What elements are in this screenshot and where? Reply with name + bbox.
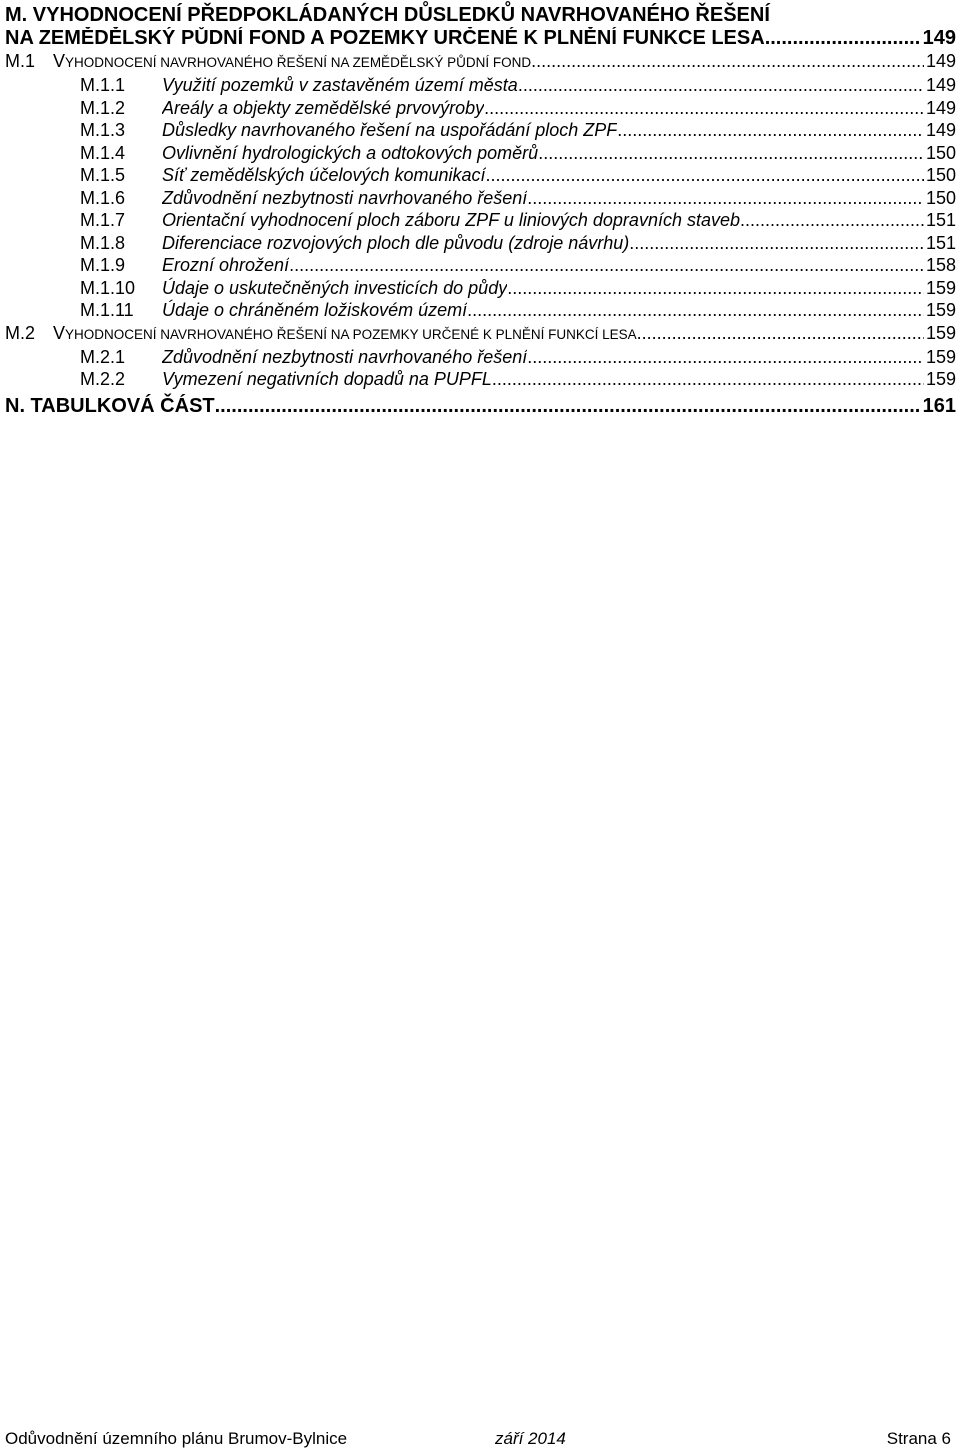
toc-item-m1-10[interactable]: [0, 277, 960, 300]
toc-item-m1-9[interactable]: [0, 254, 960, 277]
toc-item-number: M.1.8: [80, 232, 126, 253]
toc-item-number: M.1.2: [80, 97, 126, 118]
toc-item-title: Erozní ohrožení: [162, 255, 290, 275]
dot-leader: [467, 299, 924, 322]
toc-item-m1-2[interactable]: [0, 97, 960, 120]
dot-leader: [637, 322, 924, 344]
toc-item-page: 150: [925, 142, 956, 163]
toc-item-page: 151: [925, 232, 956, 253]
toc-item-number: M.1.9: [80, 255, 126, 275]
toc-section-m1-title: YHODNOCENÍ NAVRHOVANÉHO ŘEŠENÍ NA ZEMĚDĚLSKÝ PŮDNÍ FOND: [65, 55, 532, 70]
toc-item-page: 158: [925, 255, 956, 275]
toc-section-m2[interactable]: [0, 322, 960, 346]
toc-item-title: Diferenciace rozvojových ploch dle původu (zdroje návrhu): [162, 232, 630, 253]
toc-heading-m-line2: NA ZEMĚDĚLSKÝ PŮDNÍ FOND A POZEMKY URČENÉ K PLNĚNÍ FUNKCE LESA: [5, 27, 765, 49]
toc-item-m1-8[interactable]: [0, 232, 960, 255]
toc-section-m2-title: YHODNOCENÍ NAVRHOVANÉHO ŘEŠENÍ NA POZEMKY URČENÉ K PLNĚNÍ FUNKCÍ LESA: [65, 326, 637, 342]
toc-item-number: M.1.6: [80, 187, 126, 208]
toc-item-page: 159: [925, 300, 956, 320]
dot-leader: [527, 187, 924, 210]
toc-item-page: 149: [925, 97, 956, 118]
footer-date: září 2014: [495, 1429, 566, 1448]
toc-section-m1-page: 149: [925, 51, 956, 71]
dot-leader: [492, 368, 924, 391]
footer-page-number: Strana 6: [886, 1429, 951, 1448]
toc-item-title: Údaje o chráněném ložiskovém území: [162, 300, 468, 320]
dot-leader: [629, 232, 924, 255]
dot-leader: [518, 74, 924, 97]
toc-section-m1-number: M.1: [5, 51, 36, 71]
toc-heading-n-title: N. TABULKOVÁ ČÁST: [5, 394, 215, 417]
page-footer: [5, 1428, 951, 1450]
toc-item-m1-5[interactable]: [0, 164, 960, 187]
toc-item-number: M.1.3: [80, 120, 126, 140]
dot-leader: [215, 393, 921, 419]
toc-item-title: Důsledky navrhovaného řešení na uspořádání ploch ZPF: [162, 120, 618, 140]
toc-heading-n[interactable]: [0, 393, 960, 419]
toc-section-m2-page: 159: [925, 322, 956, 343]
dot-leader: [765, 27, 921, 50]
toc-heading-n-page: 161: [922, 394, 956, 417]
toc-item-number: M.2.2: [80, 369, 126, 389]
dot-leader: [538, 142, 924, 165]
toc-item-page: 159: [925, 369, 956, 389]
toc-item-number: M.2.1: [80, 346, 126, 367]
dot-leader: [507, 277, 924, 300]
toc-item-title: Orientační vyhodnocení ploch záboru ZPF u liniových dopravních staveb: [162, 210, 740, 230]
toc-item-page: 150: [925, 187, 956, 208]
dot-leader: [531, 50, 924, 72]
toc-item-title: Zdůvodnění nezbytnosti navrhovaného řešení: [162, 187, 528, 208]
toc-heading-m[interactable]: [0, 4, 960, 50]
toc-item-m1-4[interactable]: [0, 142, 960, 165]
table-of-contents: [0, 4, 960, 419]
toc-item-page: 150: [925, 165, 956, 185]
toc-item-number: M.1.10: [80, 277, 136, 298]
toc-item-m2-1[interactable]: [0, 346, 960, 369]
toc-item-title: Zdůvodnění nezbytnosti navrhovaného řešení: [162, 346, 528, 367]
toc-item-title: Údaje o uskutečněných investicích do půdy: [162, 277, 508, 298]
toc-item-m1-3[interactable]: [0, 119, 960, 142]
toc-section-m2-number: M.2: [5, 322, 36, 343]
toc-item-m2-2[interactable]: [0, 368, 960, 391]
dot-leader: [289, 254, 924, 277]
toc-item-m1-7[interactable]: [0, 209, 960, 232]
toc-item-title: Vymezení negativních dopadů na PUPFL: [162, 369, 492, 389]
toc-heading-m-page: 149: [922, 27, 956, 49]
toc-item-title: Síť zemědělských účelových komunikací: [162, 165, 486, 185]
toc-item-number: M.1.5: [80, 165, 126, 185]
toc-item-page: 159: [925, 346, 956, 367]
toc-item-page: 149: [925, 75, 956, 95]
toc-section-m1[interactable]: [0, 50, 960, 74]
toc-item-page: 149: [925, 120, 956, 140]
footer-document-title: Odůvodnění územního plánu Brumov-Bylnice: [5, 1429, 348, 1448]
toc-item-number: M.1.1: [80, 75, 126, 95]
dot-leader: [484, 97, 924, 120]
toc-item-number: M.1.11: [80, 300, 134, 320]
toc-item-title: Areály a objekty zemědělské prvovýroby: [162, 97, 485, 118]
dot-leader: [740, 209, 924, 232]
toc-heading-m-line1: M. VYHODNOCENÍ PŘEDPOKLÁDANÝCH DŮSLEDKŮ NAVRHOVANÉHO ŘEŠENÍ: [5, 4, 770, 26]
toc-section-m1-cap: V: [53, 51, 66, 71]
toc-item-title: Ovlivnění hydrologických a odtokových poměrů: [162, 142, 539, 163]
dot-leader: [486, 164, 924, 187]
toc-item-m1-6[interactable]: [0, 187, 960, 210]
toc-item-number: M.1.7: [80, 210, 126, 230]
toc-item-page: 151: [925, 210, 956, 230]
dot-leader: [617, 119, 924, 142]
toc-item-title: Využití pozemků v zastavěném území města: [162, 75, 518, 95]
dot-leader: [527, 346, 924, 369]
toc-item-m1-1[interactable]: [0, 74, 960, 97]
toc-item-number: M.1.4: [80, 142, 126, 163]
toc-item-page: 159: [925, 277, 956, 298]
toc-section-m2-cap: V: [53, 322, 66, 343]
toc-item-m1-11[interactable]: [0, 299, 960, 322]
